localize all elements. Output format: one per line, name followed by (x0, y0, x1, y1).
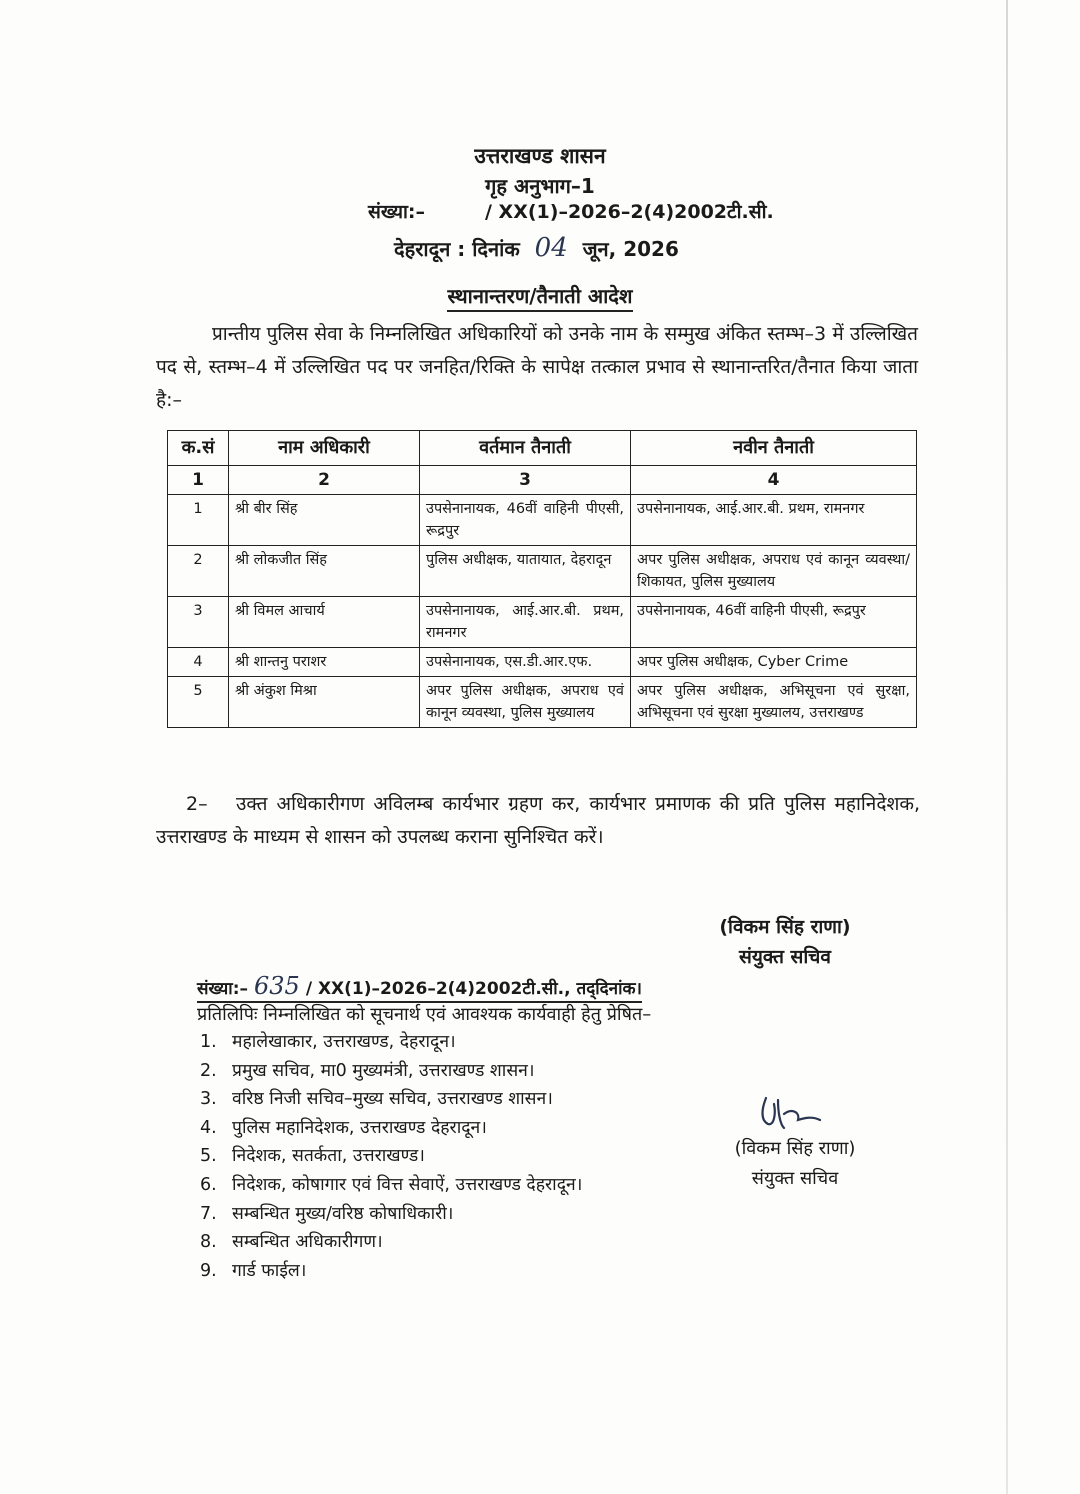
serial-cell: 4 (168, 648, 229, 677)
column-number: 3 (420, 466, 631, 495)
recipient-list (200, 1028, 582, 1285)
page-edge (1006, 0, 1008, 1494)
officer-name-cell: श्री विमल आचार्य (229, 597, 420, 648)
table-row (168, 648, 917, 677)
issue-date (394, 233, 679, 263)
current-posting-cell: उपसेनानायक, एस.डी.आर.एफ. (420, 648, 631, 677)
list-item: 4. पुलिस महानिदेशक, उत्तराखण्ड देहरादून। (200, 1117, 487, 1138)
column-number: 4 (631, 466, 917, 495)
new-posting-cell: अपर पुलिस अधीक्षक, Cyber Crime (631, 648, 917, 677)
current-posting-cell: उपसेनानायक, आई.आर.बी. प्रथम, रामनगर (420, 597, 631, 648)
header-officer-name: नाम अधिकारी (229, 431, 420, 466)
intro-paragraph: प्रान्तीय पुलिस सेवा के निम्नलिखित अधिकारियों को उनके नाम के सम्मुख अंकित स्तम्भ–3 में उल्लिखित पद से, स्तम्भ–4 में उल्लिखित पद पर जनहित/रिक्ति के सापेक्ष तत्काल प्रभाव से स्थानान्तरित/तैनात किया जाता है:– (156, 323, 918, 411)
serial-cell: 3 (168, 597, 229, 648)
serial-cell: 2 (168, 546, 229, 597)
order-title: स्थानान्तरण/तैनाती आदेश (0, 282, 1080, 309)
signatory-name: (विकम सिंह राणा) (734, 1138, 856, 1159)
signatory-block-2 (720, 1134, 870, 1194)
column-number-row (168, 466, 917, 495)
list-item: 1. महालेखाकार, उत्तराखण्ड, देहरादून। (200, 1032, 456, 1052)
copy-reference-rest: / XX(1)–2026–2(4)2002टी.सी., तद्‌दिनांक। (305, 979, 642, 999)
table-header-row (168, 431, 917, 466)
current-posting-cell: अपर पुलिस अधीक्षक, अपराध एवं कानून व्यवस्था, पुलिस मुख्यालय (420, 677, 631, 728)
reference-label: संख्या:– (368, 201, 425, 223)
government-name: उत्तराखण्ड शासन (474, 144, 606, 168)
point-2-paragraph (156, 788, 920, 854)
new-posting-cell: उपसेनानायक, 46वीं वाहिनी पीएसी, रूद्रपुर (631, 597, 917, 648)
new-posting-cell: अपर पुलिस अधीक्षक, अपराध एवं कानून व्यवस्था/शिकायत, पुलिस मुख्यालय (631, 546, 917, 597)
point-text: उक्त अधिकारीगण अविलम्ब कार्यभार ग्रहण कर, कार्यभार प्रमाणक की प्रति पुलिस महानिदेशक, उत्तराखण्ड के माध्यम से शासन को उपलब्ध कराना सुनिश्चित करें। (156, 793, 920, 848)
transfer-table (167, 430, 917, 728)
date-month-year: जून, 2026 (582, 237, 679, 261)
table-row (168, 495, 917, 546)
reference-number (368, 198, 774, 224)
signatory-name: (विकम सिंह राणा) (719, 916, 851, 938)
list-item: 7. सम्बन्धित मुख्य/वरिष्ठ कोषाधिकारी। (200, 1203, 454, 1224)
reference-value: / XX(1)–2026–2(4)2002टी.सी. (485, 201, 774, 223)
signatory-designation: संयुक्त सचिव (739, 946, 831, 968)
list-item: 9. गार्ड फाईल। (200, 1260, 307, 1281)
column-number: 1 (168, 466, 229, 495)
new-posting-cell: उपसेनानायक, आई.आर.बी. प्रथम, रामनगर (631, 495, 917, 546)
signatory-designation: संयुक्त सचिव (751, 1168, 839, 1189)
officer-name-cell: श्री शान्तनु पराशर (229, 648, 420, 677)
list-item: 5. निदेशक, सतर्कता, उत्तराखण्ड। (200, 1146, 425, 1167)
table-row (168, 677, 917, 728)
serial-cell: 5 (168, 677, 229, 728)
header-new-posting: नवीन तैनाती (631, 431, 917, 466)
officer-name-cell: श्री लोकजीत सिंह (229, 546, 420, 597)
copy-reference-label: संख्या:– (197, 979, 248, 999)
new-posting-cell: अपर पुलिस अधीक्षक, अभिसूचना एवं सुरक्षा, अभिसूचना एवं सुरक्षा मुख्यालय, उत्तराखण्ड (631, 677, 917, 728)
copy-reference-handwritten-number: 635 (254, 972, 300, 1000)
header-serial: क.सं (168, 431, 229, 466)
officer-name-cell: श्री बीर सिंह (229, 495, 420, 546)
list-item: 6. निदेशक, कोषागार एवं वित्त सेवाऐं, उत्तराखण्ड देहरादून। (200, 1174, 583, 1195)
column-number: 2 (229, 466, 420, 495)
current-posting-cell: उपसेनानायक, 46वीं वाहिनी पीएसी, रूद्रपुर (420, 495, 631, 546)
table-row (168, 546, 917, 597)
list-item: 8. सम्बन्धित अधिकारीगण। (200, 1232, 383, 1253)
date-day-handwritten: 04 (534, 233, 568, 263)
list-item: 2. प्रमुख सचिव, मा0 मुख्यमंत्री, उत्तराखण्ड शासन। (200, 1060, 535, 1081)
header-current-posting: वर्तमान तैनाती (420, 431, 631, 466)
point-number: 2– (186, 793, 208, 815)
table-row (168, 597, 917, 648)
list-item: 3. वरिष्ठ निजी सचिव–मुख्य सचिव, उत्तराखण्ड शासन। (200, 1089, 553, 1110)
date-prefix: देहरादून : दिनांक (394, 237, 520, 261)
department-name: गृह अनुभाग–1 (485, 174, 595, 198)
serial-cell: 1 (168, 495, 229, 546)
signatory-block-1 (700, 912, 870, 972)
handwritten-signature (752, 1090, 824, 1136)
copy-reference-number (197, 972, 642, 1003)
current-posting-cell: पुलिस अधीक्षक, यातायात, देहरादून (420, 546, 631, 597)
copy-to-line: प्रतिलिपिः निम्नलिखित को सूचनार्थ एवं आवश्यक कार्यवाही हेतु प्रेषित– (197, 1004, 652, 1025)
officer-name-cell: श्री अंकुश मिश्रा (229, 677, 420, 728)
